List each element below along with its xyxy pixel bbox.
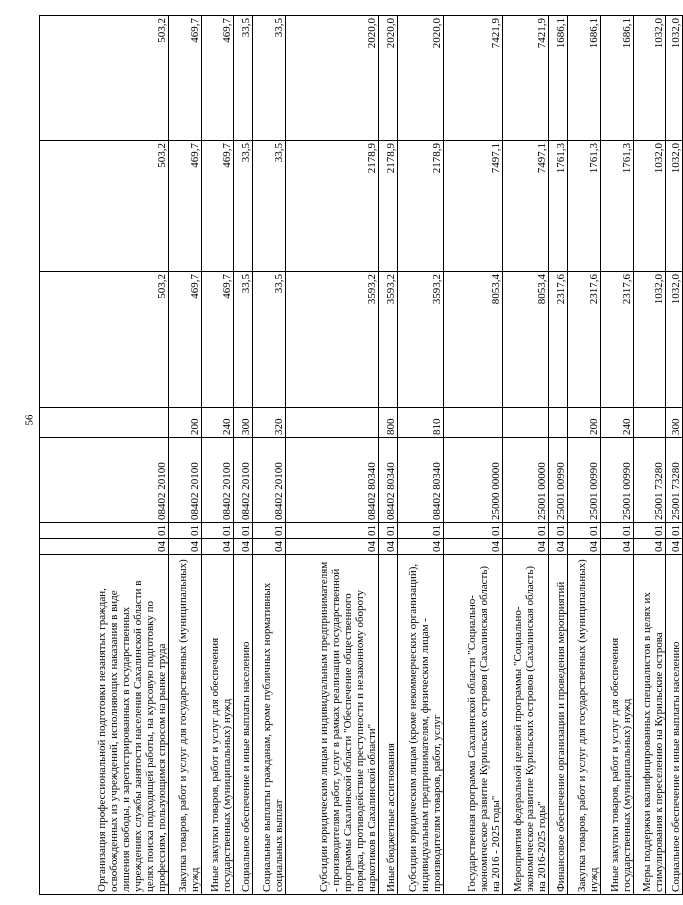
amount-year-2: 1032,0: [634, 141, 666, 272]
amount-year-1: 2317,6: [549, 272, 568, 408]
amount-year-3: 1686,1: [568, 16, 601, 141]
subsection-code: 01: [398, 523, 444, 539]
section-code: 04: [444, 539, 503, 555]
section-code: 04: [503, 539, 549, 555]
amount-year-3: 2020,0: [379, 16, 398, 141]
table-row: [666, 16, 683, 895]
amount-year-1: 33,5: [253, 272, 286, 408]
amount-year-3: 1032,0: [666, 16, 683, 141]
amount-year-1: 8053,4: [503, 272, 549, 408]
expense-type-code: 300: [666, 408, 683, 438]
amount-year-2: 2178,9: [286, 141, 379, 272]
expense-type-code: 300: [234, 408, 253, 438]
target-article-code: 08402 80340: [379, 438, 398, 523]
target-article-code: 25000 00000: [444, 438, 503, 523]
expense-type-code: [503, 408, 549, 438]
amount-year-2: 2178,9: [398, 141, 444, 272]
table-row: [634, 16, 666, 895]
section-code: 04: [286, 539, 379, 555]
amount-year-1: 8053,4: [444, 272, 503, 408]
target-article-code: 08402 80340: [398, 438, 444, 523]
target-article-code: 08402 20100: [169, 438, 202, 523]
target-article-code: 08402 80340: [286, 438, 379, 523]
amount-year-3: 2020,0: [398, 16, 444, 141]
row-name: Субсидии юридическим лицам (кроме некоммерческих организаций), индивидуальным предпринимателям, физическим лицам - производителям товаров, работ, услуг: [398, 555, 444, 895]
subsection-code: 01: [40, 523, 169, 539]
amount-year-1: 3593,2: [398, 272, 444, 408]
table-row: [40, 16, 169, 895]
expense-type-code: [40, 408, 169, 438]
row-name: Социальное обеспечение и иные выплаты населению: [666, 555, 683, 895]
amount-year-1: 469,7: [202, 272, 234, 408]
section-code: 04: [234, 539, 253, 555]
table-row: [234, 16, 253, 895]
subsection-code: 01: [568, 523, 601, 539]
expense-type-code: 200: [568, 408, 601, 438]
section-code: 04: [169, 539, 202, 555]
table-row: [379, 16, 398, 895]
amount-year-1: 1032,0: [666, 272, 683, 408]
subsection-code: 01: [601, 523, 634, 539]
expense-type-code: 200: [169, 408, 202, 438]
amount-year-1: 33,5: [234, 272, 253, 408]
row-name: Социальное обеспечение и иные выплаты населению: [234, 555, 253, 895]
amount-year-3: 1686,1: [601, 16, 634, 141]
amount-year-1: 1032,0: [634, 272, 666, 408]
table-row: [503, 16, 549, 895]
amount-year-3: 469,7: [202, 16, 234, 141]
subsection-code: 01: [549, 523, 568, 539]
subsection-code: 01: [503, 523, 549, 539]
subsection-code: 01: [286, 523, 379, 539]
section-code: 04: [202, 539, 234, 555]
expense-type-code: 240: [601, 408, 634, 438]
amount-year-2: 33,5: [234, 141, 253, 272]
amount-year-3: 469,7: [169, 16, 202, 141]
amount-year-1: 469,7: [169, 272, 202, 408]
expense-type-code: [634, 408, 666, 438]
subsection-code: 01: [666, 523, 683, 539]
section-code: 04: [568, 539, 601, 555]
amount-year-2: 469,7: [169, 141, 202, 272]
expense-type-code: 240: [202, 408, 234, 438]
amount-year-1: 2317,6: [601, 272, 634, 408]
table-row: [286, 16, 379, 895]
amount-year-2: 2178,9: [379, 141, 398, 272]
row-name: Закупка товаров, работ и услуг для государственных (муниципальных) нужд: [568, 555, 601, 895]
row-name: Организация профессиональной подготовки незанятых граждан, освобожденных из учреждений, исполняющих наказания в виде лишения свободы, и зарегистрированных в государственных учреждениях службы занятости населения Сахалинской области в целях поиска подходящей работы, на курсовую подготовку по профессиям, пользующимся спросом на рынке труда: [40, 555, 169, 895]
section-code: 04: [40, 539, 169, 555]
target-article-code: 25001 73280: [634, 438, 666, 523]
target-article-code: 08402 20100: [234, 438, 253, 523]
amount-year-1: 3593,2: [379, 272, 398, 408]
amount-year-2: 1761,3: [601, 141, 634, 272]
row-name: Мероприятия федеральной целевой программы "Социально-экономическое развитие Курильских островов (Сахалинская область) на 2016-2025 годы": [503, 555, 549, 895]
subsection-code: 01: [169, 523, 202, 539]
subsection-code: 01: [634, 523, 666, 539]
expense-type-code: 320: [253, 408, 286, 438]
table-row: [169, 16, 202, 895]
budget-table-rotated: [39, 16, 682, 895]
section-code: 04: [379, 539, 398, 555]
section-code: 04: [634, 539, 666, 555]
amount-year-2: 1761,3: [549, 141, 568, 272]
row-name: Закупка товаров, работ и услуг для государственных (муниципальных) нужд: [169, 555, 202, 895]
amount-year-3: 2020,0: [286, 16, 379, 141]
row-name: Социальные выплаты гражданам, кроме публичных нормативных социальных выплат: [253, 555, 286, 895]
section-code: 04: [253, 539, 286, 555]
amount-year-2: 7497,1: [503, 141, 549, 272]
row-name: Иные закупки товаров, работ и услуг для обеспечения государственных (муниципальных) нужд: [202, 555, 234, 895]
table-row: [444, 16, 503, 895]
amount-year-3: 503,2: [40, 16, 169, 141]
amount-year-3: 1686,1: [549, 16, 568, 141]
amount-year-3: 33,5: [253, 16, 286, 141]
target-article-code: 25001 00000: [503, 438, 549, 523]
amount-year-2: 7497,1: [444, 141, 503, 272]
row-name: Государственная программа Сахалинской области "Социально-экономическое развитие Курильских островов (Сахалинская область) на 2016 - 2025 годы": [444, 555, 503, 895]
table-row: [202, 16, 234, 895]
target-article-code: 25001 73280: [666, 438, 683, 523]
amount-year-3: 33,5: [234, 16, 253, 141]
target-article-code: 08402 20100: [202, 438, 234, 523]
subsection-code: 01: [379, 523, 398, 539]
target-article-code: 25001 00990: [601, 438, 634, 523]
subsection-code: 01: [234, 523, 253, 539]
target-article-code: 08402 20100: [253, 438, 286, 523]
row-name: Финансовое обеспечение организации и проведения мероприятий: [549, 555, 568, 895]
row-name: Иные закупки товаров, работ и услуг для обеспечения государственных (муниципальных) нужд: [601, 555, 634, 895]
row-name: Иные бюджетные ассигнования: [379, 555, 398, 895]
subsection-code: 01: [253, 523, 286, 539]
table-row: [568, 16, 601, 895]
amount-year-1: 2317,6: [568, 272, 601, 408]
amount-year-3: 7421,9: [444, 16, 503, 141]
target-article-code: 25001 00990: [568, 438, 601, 523]
page-number: 56: [23, 414, 36, 426]
expense-type-code: [286, 408, 379, 438]
amount-year-3: 1032,0: [634, 16, 666, 141]
section-code: 04: [398, 539, 444, 555]
section-code: 04: [549, 539, 568, 555]
target-article-code: 25001 00990: [549, 438, 568, 523]
amount-year-2: 1032,0: [666, 141, 683, 272]
table-row: [398, 16, 444, 895]
row-name: Меры поддержки квалифицированных специалистов в целях их стимулирования к переселению на Курильские острова: [634, 555, 666, 895]
amount-year-2: 33,5: [253, 141, 286, 272]
expense-type-code: 800: [379, 408, 398, 438]
amount-year-2: 1761,3: [568, 141, 601, 272]
expense-type-code: 810: [398, 408, 444, 438]
subsection-code: 01: [202, 523, 234, 539]
target-article-code: 08402 20100: [40, 438, 169, 523]
amount-year-2: 469,7: [202, 141, 234, 272]
expense-type-code: [549, 408, 568, 438]
table-row: [253, 16, 286, 895]
table-row: [549, 16, 568, 895]
section-code: 04: [666, 539, 683, 555]
expense-type-code: [444, 408, 503, 438]
amount-year-2: 503,2: [40, 141, 169, 272]
amount-year-3: 7421,9: [503, 16, 549, 141]
budget-table: [39, 15, 683, 895]
row-name: Субсидии юридическим лицам и индивидуальным предпринимателям - производителям работ, услуг в рамках реализации государственной программы Сахалинской области "Обеспечение общественного порядка, противодействие преступности и незаконному обороту наркотиков в Сахалинской области": [286, 555, 379, 895]
amount-year-1: 3593,2: [286, 272, 379, 408]
section-code: 04: [601, 539, 634, 555]
table-row: [601, 16, 634, 895]
subsection-code: 01: [444, 523, 503, 539]
amount-year-1: 503,2: [40, 272, 169, 408]
